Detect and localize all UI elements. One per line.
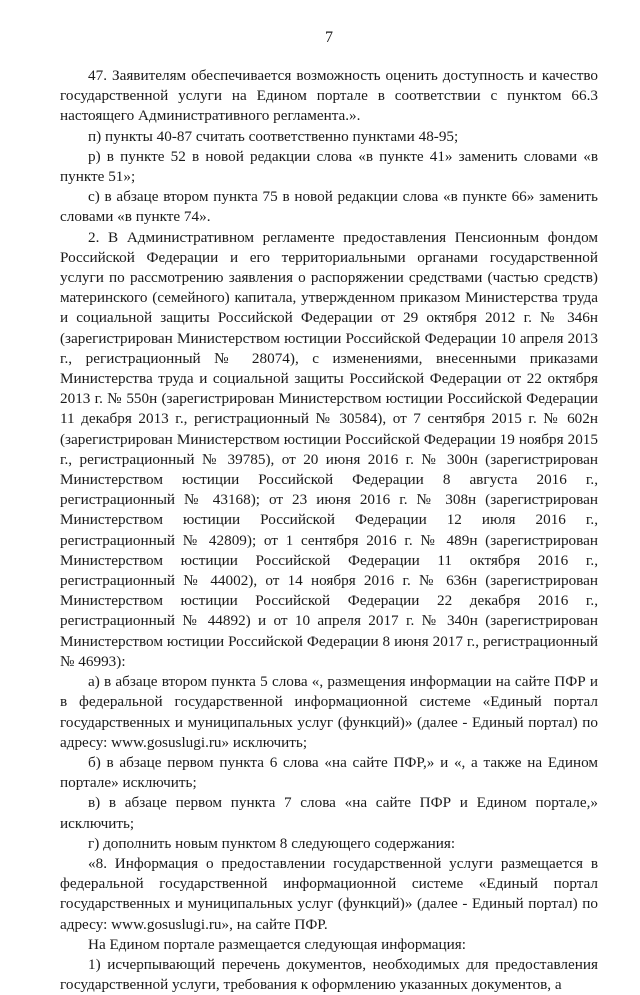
paragraph-subitem-a: а) в абзаце втором пункта 5 слова «, размещения информации на сайте ПФР и в федеральной государственной информационной системе «Единый портал государственных и муниципальных услуг (функций)» (далее - Единый портал) по адресу: www.gosuslugi.ru» исключить;	[60, 673, 598, 751]
paragraph-subitem-p: п) пункты 40-87 считать соответственно пунктами 48-95;	[88, 127, 459, 145]
paragraph-subitem-r: р) в пункте 52 в новой редакции слова «в пункте 41» заменить словами «в пункте 51»;	[60, 147, 598, 186]
paragraph-subitem-s: с) в абзаце втором пункта 75 в новой редакции слова «в пункте 66» заменить словами «в пункте 74».	[60, 188, 598, 226]
page-number: 7	[325, 29, 333, 46]
paragraph-item-47: 47. Заявителям обеспечивается возможность оценить доступность и качество государственной услуги на Едином портале в соответствии с пунктом 66.3 настоящего Административного регламента.».	[60, 67, 598, 125]
document-body	[60, 66, 598, 995]
paragraph-portal-info: На Едином портале размещается следующая информация:	[88, 935, 466, 953]
paragraph-subitem-v: в) в абзаце первом пункта 7 слова «на сайте ПФР и Едином портале,» исключить;	[60, 794, 598, 832]
paragraph-subitem-b: б) в абзаце первом пункта 6 слова «на сайте ПФР,» и «, а также на Едином портале» исключить;	[60, 753, 598, 792]
paragraph-subitem-g: г) дополнить новым пунктом 8 следующего содержания:	[88, 834, 456, 852]
paragraph-section-2: 2. В Административном регламенте предоставления Пенсионным фондом Российской Федерации и его территориальными органами государственной услуги по рассмотрению заявления о распоряжении средствами (частью средств) материнского (семейного) капитала, утвержденном приказом Министерства труда и социальной защиты Российской Федерации от 29 октября 2012 г. № 346н (зарегистрирован Министерством юстиции Российской Федерации 10 апреля 2013 г., регистрационный № 28074), с изменениями, внесенными приказами Министерства труда и социальной защиты Российской Федерации от 22 октября 2013 г. № 550н (зарегистрирован Министерством юстиции Российской Федерации 11 декабря 2013 г., регистрационный № 30584), от 7 сентября 2015 г. № 602н (зарегистрирован Министерством юстиции Российской Федерации 19 ноября 2015 г., регистрационный № 39785), от 20 июня 2016 г. № 300н (зарегистрирован Министерством юстиции Российской Федерации 8 августа 2016 г., регистрационный № 43168); от 23 июня 2016 г. № 308н (зарегистрирован Министерством юстиции Российской Федерации 12 июля 2016 г., регистрационный № 42809); от 1 сентября 2016 г. № 489н (зарегистрирован Министерством юстиции Российской Федерации 11 октября 2016 г., регистрационный № 44002), от 14 ноября 2016 г. № 636н (зарегистрирован Министерством юстиции Российской Федерации 22 декабря 2016 г., регистрационный № 44892) и от 10 апреля 2017 г. № 340н (зарегистрирован Министерством юстиции Российской Федерации 8 июня 2017 г., регистрационный № 46993):	[60, 228, 598, 670]
paragraph-list-item-1: 1) исчерпывающий перечень документов, необходимых для предоставления государственной услуги, требования к оформлению указанных документов, а	[60, 955, 598, 994]
paragraph-item-8: «8. Информация о предоставлении государственной услуги размещается в федеральной государственной информационной системе «Единый портал государственных и муниципальных услуг (функций)» (далее - Единый портал) по адресу: www.gosuslugi.ru», на сайте ПФР.	[60, 854, 598, 933]
